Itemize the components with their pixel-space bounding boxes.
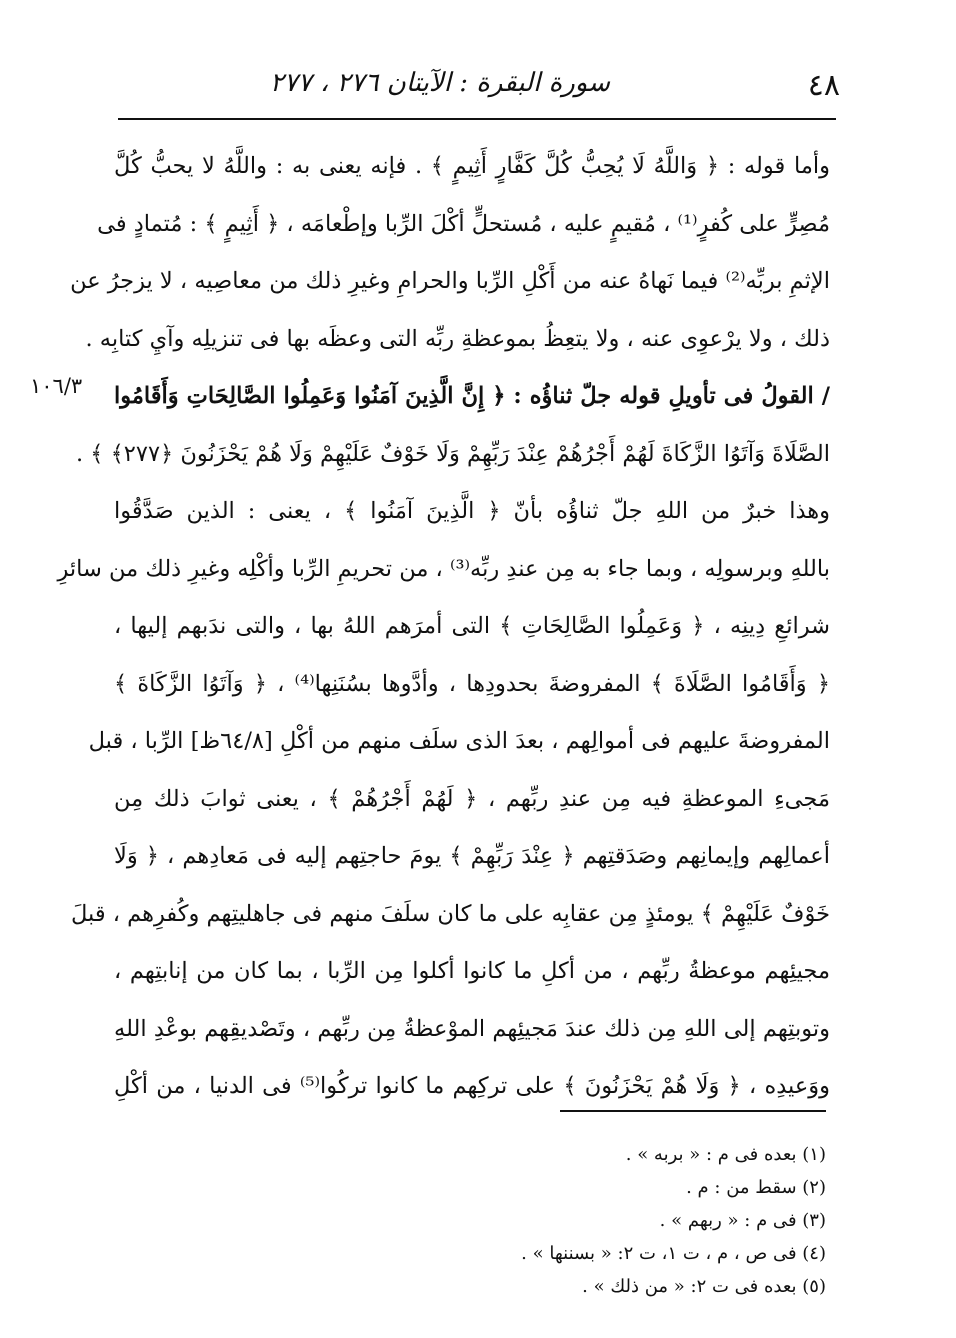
body-line: وتوبتِهم إلى اللهِ مِن ذلك عندَ مَجيئِهم الموْعظةُ مِن ربِّهم ، وتَصْديقِهم بوعْدِ اللهِ: [114, 1015, 830, 1042]
footnote: (٤) فى ص ، م ، ت ١، ت ٢: « بسننها » .: [521, 1243, 826, 1264]
footnotes: [126, 1138, 826, 1303]
footnote: (٥) بعده فى ت ٢: « من ذلك » .: [582, 1276, 826, 1297]
body-line: مَجىءِ الموعظةِ فيه مِن عندِ ربِّهم ، ﴿ لَهُمْ أَجْرُهُمْ ﴾ ، يعنى ثوابَ ذلك مِن: [114, 785, 830, 812]
body-line: الإثمِ بربِّه⁽²⁾ فيما نَهاهُ عنه من أَكْلِ الرِّبا والحرامِ وغيرِ ذلك من معاصِيه ، لا يزجرُ عن: [70, 268, 830, 294]
verse-line: الصَّلَاةَ وَآتَوُا الزَّكَاةَ لَهُمْ أَجْرُهُمْ عِنْدَ رَبِّهِمْ وَلَا خَوْفٌ عَلَيْهِمْ وَلَا هُمْ يَحْزَنُونَ ﴿٢٧٧﴾ ﴾ .: [75, 440, 830, 467]
body-line: ذلك ، ولا يرْعوِى عنه ، ولا يتعِظُ بموعظةِ ربِّه التى وعظَه بها فى تنزيلِه وآيِ كتابِه .: [85, 325, 830, 352]
header-rule: [118, 118, 836, 120]
body-line: خَوْفٌ عَلَيْهِمْ ﴾ يومئذٍ مِن عقابِه على ما كان سلَفَ منهم فى جاهليتِهم وكُفرِهم ، قبلَ: [70, 900, 830, 927]
body-line: المفروضةَ عليهم فى أموالِهم ، بعدَ الذى سلَف منهم من أكْلِ [٦٤/٨ظ] الرِّبا ، قبل: [88, 728, 830, 754]
page-header: [118, 68, 840, 108]
body-line: وأما قوله : ﴿ وَاللَّهُ لَا يُحِبُّ كُلَّ كَفَّارٍ أَثِيمٍ ﴾ . فإنه يعنى به : واللَّهُ لا يحبُّ كُلَّ: [114, 153, 830, 179]
body-line: وهذا خبرٌ من اللهِ جلّ ثناؤُه بأنّ ﴿ الَّذِينَ آمَنُوا ﴾ ، يعنى : الذين صَدَّقُوا: [114, 498, 830, 524]
footnote: (٢) سقط من : م .: [686, 1177, 826, 1198]
margin-reference: ١٠٦/٣: [30, 374, 83, 398]
footnote-rule: [560, 1110, 826, 1112]
body-line: مُصِرٍّ على كُفرٍ⁽¹⁾ ، مُقيمٍ عليه ، مُستحلٍّ أكْلَ الرِّبا وإطْعامَه ، ﴿ أَثِيمٍ ﴾ : مُتمادٍ فى: [97, 210, 830, 237]
body-text: [57, 138, 831, 1116]
section-heading-line: / القولُ فى تأويلِ قوله جلّ ثناؤُه : ﴿ إِنَّ الَّذِينَ آمَنُوا وَعَمِلُوا الصَّالِحَاتِ وَأَقَامُوا: [114, 383, 830, 409]
body-line: ﴿ وَأَقَامُوا الصَّلَاةَ ﴾ المفروضةَ بحدودِها ، وأدَّوها بسُنَنِها⁽⁴⁾ ، ﴿ وَآتَوُا الزَّكَاةَ ﴾: [114, 670, 831, 697]
running-title: سورة البقرة : الآيتان ٢٧٦ ، ٢٧٧: [269, 68, 610, 98]
body-line: باللهِ وبرسولِه ، وبما جاء به مِن عندِ ربِّه⁽³⁾ ، من تحريمِ الرِّبا وأكْلِه وغيرِ ذلك من سائرِ: [57, 555, 830, 582]
footnote: (٣) فى م : « ربهم » .: [659, 1210, 826, 1231]
body-line: ووَعيدِه ، ﴿ وَلَا هُمْ يَحْزَنُونَ ﴾ على تركِهم ما كانوا تركُوا⁽⁵⁾ فى الدنيا ، من أكْلِ: [114, 1073, 830, 1099]
body-line: أعمالِهم وإيمانِهم وصَدَقتِهم ﴿ عِنْدَ رَبِّهِمْ ﴾ يومَ حاجتِهم إليه فى مَعادِهم ، ﴿ وَلَا: [114, 843, 830, 869]
footnote: (١) بعده فى م : « بربه » .: [625, 1144, 826, 1165]
body-line: شرائعِ دِينِه ، ﴿ وَعَمِلُوا الصَّالِحَاتِ ﴾ التى أمرَهم اللهُ بها ، والتى ندَبهم إليها ،: [114, 613, 830, 639]
body-line: مجيئِهم موعظةُ ربِّهم ، من أكلِ ما كانوا أكلوا مِن الرِّبا ، بما كان من إنابتِهم ،: [114, 958, 830, 984]
page-number: ٤٨: [807, 68, 840, 103]
